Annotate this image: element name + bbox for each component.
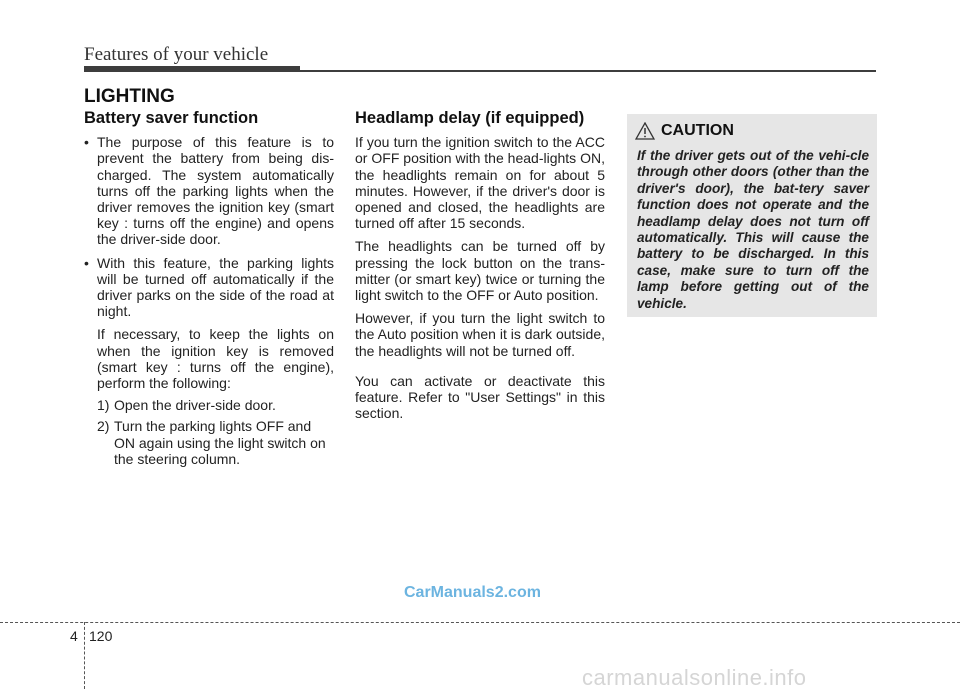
headlamp-paragraph: However, if you turn the light switch to the Auto position when it is dark outside, the headlights will not be turned off. <box>355 310 605 359</box>
headlamp-delay-heading: Headlamp delay (if equipped) <box>355 109 585 127</box>
headlamp-delay-column <box>355 110 605 428</box>
list-item <box>97 397 334 413</box>
battery-saver-heading: Battery saver function <box>84 109 259 127</box>
source-watermark: carmanualsonline.info <box>582 665 807 690</box>
headlamp-paragraph: You can activate or deactivate this feature. Refer to "User Settings" in this section. <box>355 372 605 422</box>
step-text: Open the driver-side door. <box>114 397 276 414</box>
page-header-title: Features of your vehicle <box>84 44 269 65</box>
bullet-text: The purpose of this feature is to prevent the battery from being dis-charged. The system automatically turns off the parking lights when the driver removes the ignition key (smart key : turns off the engine) and opens the driver-side door. <box>97 134 334 248</box>
step-text: Turn the parking lights OFF and ON again using the light switch on the steering column. <box>114 418 326 467</box>
footer-vertical-divider <box>84 622 85 689</box>
page-number: 120 <box>89 628 113 644</box>
warning-triangle-icon <box>635 122 655 140</box>
bullet-icon: • <box>84 254 89 271</box>
headlamp-paragraph: If you turn the ignition switch to the ACC or OFF position with the head-lights ON, the headlights remain on for about 5 minutes. However, if the driver's door is opened and closed, the headlights are turned off after 15 seconds. <box>355 134 605 232</box>
list-item <box>97 418 334 467</box>
bullet-text: With this feature, the parking lights will be turned off automatically if the driver parks on the side of the road at night. <box>97 254 334 320</box>
site-watermark: CarManuals2.com <box>404 584 541 601</box>
caution-header <box>635 122 734 140</box>
section-title: LIGHTING <box>84 86 175 107</box>
caution-title: CAUTION <box>661 122 734 139</box>
battery-saver-steps <box>84 397 334 467</box>
battery-saver-note: If necessary, to keep the lights on when the ignition key is removed (smart key : turns off the engine), perform the following: <box>97 326 334 392</box>
bullet-icon: • <box>84 134 89 151</box>
battery-saver-column <box>84 110 334 472</box>
step-number: 2) <box>97 418 110 435</box>
list-item <box>84 255 334 320</box>
caution-text: If the driver gets out of the vehi-cle through other doors (other than the driver's door), the bat-tery saver function does not operate and the headlamp delay does not turn off automatically. This will cause the battery to be discharged. In this case, make sure to turn off the lamp before getting out of the vehicle. <box>637 148 869 311</box>
caution-box <box>627 114 877 317</box>
headlamp-paragraph: The headlights can be turned off by pressing the lock button on the trans-mitter (or smart key) twice or turning the light switch to the OFF or Auto position. <box>355 238 605 304</box>
header-rule <box>300 70 876 72</box>
footer-divider <box>0 622 960 623</box>
battery-saver-bullets <box>84 134 334 319</box>
chapter-number: 4 <box>70 628 78 644</box>
list-item <box>84 134 334 247</box>
step-number: 1) <box>97 397 110 414</box>
header-bar-dark <box>84 66 300 72</box>
